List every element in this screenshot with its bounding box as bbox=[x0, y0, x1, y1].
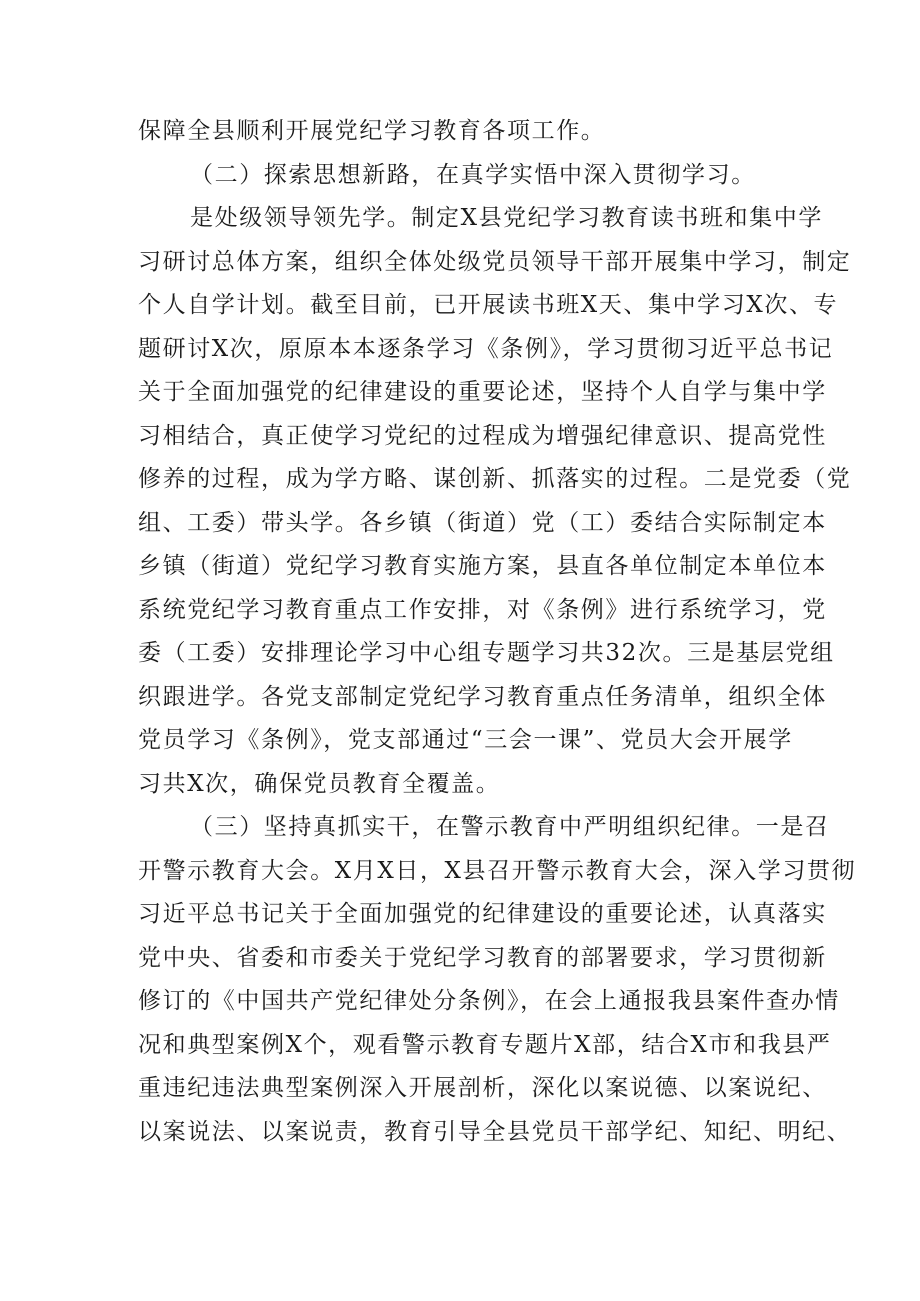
text-line: 组、工委）带头学。各乡镇（街道）党（工）委结合实际制定本 bbox=[138, 509, 827, 536]
text-line: 习近平总书记关于全面加强党的纪律建设的重要论述，认真落实 bbox=[138, 901, 827, 927]
text-line: 乡镇（街道）党纪学习教育实施方案，县直各单位制定本单位本 bbox=[138, 553, 827, 579]
text-line: 保障全县顺利开展党纪学习教育各项工作。 bbox=[138, 118, 606, 144]
text-line: 系统党纪学习教育重点工作安排，对《条例》进行系统学习，党 bbox=[138, 596, 827, 623]
text-line: 题研讨X次，原原本本逐条学习《条例》，学习贯彻习近平总书记 bbox=[138, 335, 834, 362]
document-body bbox=[138, 110, 857, 1154]
text-line: 修养的过程，成为学方略、谋创新、抓落实的过程。二是党委（党 bbox=[138, 466, 852, 492]
text-line: 个人自学计划。截至目前，已开展读书班X天、集中学习X次、专 bbox=[138, 292, 839, 318]
text-line: 修订的《中国共产党纪律处分条例》，在会上通报我县案件查办情 bbox=[138, 988, 840, 1014]
section-heading-2: （二）探索思想新路，在真学实悟中深入贯彻学习。 bbox=[190, 161, 756, 188]
text-line: 况和典型案例X个，观看警示教育专题片X部，结合X市和我县严 bbox=[138, 1031, 832, 1058]
text-line: 重违纪违法典型案例深入开展剖析，深化以案说德、以案说纪、 bbox=[138, 1075, 827, 1101]
text-line: 委（工委）安排理论学习中心组专题学习共32次。三是基层党组 bbox=[138, 640, 835, 666]
text-line: 以案说法、以案说责，教育引导全县党员干部学纪、知纪、明纪、 bbox=[138, 1118, 852, 1145]
text-line: 习共X次，确保党员教育全覆盖。 bbox=[138, 770, 501, 797]
text-line: 开警示教育大会。X月X日，X县召开警示教育大会，深入学习贯彻 bbox=[138, 857, 857, 884]
text-line: 是处级领导领先学。制定X县党纪学习教育读书班和集中学 bbox=[190, 205, 823, 231]
text-line: 关于全面加强党的纪律建设的重要论述，坚持个人自学与集中学 bbox=[138, 379, 827, 405]
text-line: 党中央、省委和市委关于党纪学习教育的部署要求，学习贯彻新 bbox=[138, 944, 827, 971]
text-line: 习研讨总体方案，组织全体处级党员领导干部开展集中学习，制定 bbox=[138, 248, 852, 275]
text-line: 党员学习《条例》，党支部通过“三会一课”、党员大会开展学 bbox=[138, 727, 793, 753]
section-heading-3: （三）坚持真抓实干，在警示教育中严明组织纪律。一是召 bbox=[190, 814, 830, 840]
text-line: 习相结合，真正使学习党纪的过程成为增强纪律意识、提高党性 bbox=[138, 422, 827, 449]
text-line: 织跟进学。各党支部制定党纪学习教育重点任务清单，组织全体 bbox=[138, 683, 827, 710]
